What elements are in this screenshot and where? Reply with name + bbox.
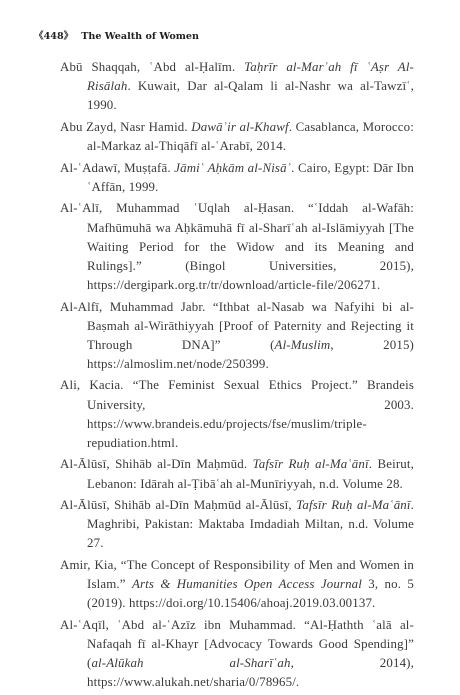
bibliography-entry [60, 159, 414, 197]
entry-text: Al-ʿAqīl, ʿAbd al-ʿAzīz ibn Muhammad. “Al-Ḥathth ʿalā al-Nafaqah fī al-Khayr [Advocacy Towards Good Spending]” ( [60, 617, 414, 671]
bibliography-entry [60, 376, 414, 452]
bibliography-entry [60, 496, 414, 553]
italic-title: Tafsīr Ruḥ al-Maʿānī [252, 457, 369, 472]
italic-title: Arts & Humanities Open Access Journal [131, 577, 362, 592]
entry-text: Ali, Kacia. “The Feminist Sexual Ethics Project.” Brandeis University, 2003. https://www.brandeis.edu/projects/fse/muslim/triple-repudiation.html. [60, 378, 414, 450]
entry-text: Al-ʿAlī, Muhammad ʿUqlah al-Ḥasan. “ʿIddah al-Wafāh: Mafhūmuhā wa Aḥkāmuhā fī al-Sharīʿah al-Islāmiyyah [The Waiting Period for the Widow and its Meaning and Rulings].” (Bingol Universities, 2015), https://dergipark.org.tr/tr/download/article-file/206271. [60, 201, 414, 292]
page-number: 《448》 [34, 31, 74, 42]
entry-text: . Cairo, Egypt: Dār Ibn ʿAffān, 1999. [87, 160, 414, 194]
italic-title: Taḥrīr al-Marʾah fī ʿAṣr Al-Risālah [87, 60, 414, 94]
bibliography-list [60, 58, 414, 695]
entry-text: 3, no. 5 (2019). https://doi.org/10.15406/ahoaj.2019.03.00137. [87, 577, 414, 611]
entry-text: Al-ʿAdawī, Muṣṭafā. [60, 160, 175, 175]
bibliography-entry [60, 118, 414, 156]
running-header [34, 28, 426, 42]
running-title: The Wealth of Women [81, 31, 199, 42]
bibliography-entry [60, 455, 414, 493]
entry-text: , 2015) https://almoslim.net/node/250399. [87, 337, 415, 371]
entry-text: Abū Shaqqah, ʿAbd al-Ḥalīm. [60, 60, 245, 74]
bibliography-entry [60, 298, 414, 374]
entry-text: . Beirut, Lebanon: Idārah al-Ṭibāʿah al-Munīriyyah, n.d. Volume 28. [87, 457, 414, 491]
bibliography-entry [60, 616, 414, 692]
bibliography-entry [60, 199, 414, 294]
entry-text: , 2014), https://www.alukah.net/sharia/0/78965/. [87, 656, 414, 690]
entry-text: Al-Ālūsī, Shihāb al-Dīn Maḥmūd. [60, 457, 253, 472]
bibliography-entry [60, 556, 414, 613]
italic-title: al-Alūkah al-Sharīʿah [91, 656, 291, 671]
italic-title: Dawāʾir al-Khawf [191, 119, 289, 134]
entry-text: Amir, Kia, “The Concept of Responsibility of Men and Women in Islam.” [60, 558, 414, 592]
entry-text: . Maghribi, Pakistan: Maktaba Imdadiah Miltan, n.d. Volume 27. [87, 498, 414, 551]
entry-text: Al-Ālūsī, Shihāb al-Dīn Maḥmūd al-Ālūsī, [60, 498, 297, 513]
italic-title: Jāmiʿ Aḥkām al-Nisāʾ [174, 160, 292, 175]
entry-text: . Kuwait, Dar al-Qalam li al-Nashr wa al-Tawzīʿ, 1990. [87, 79, 414, 113]
entry-text: Al-Alfī, Muhammad Jabr. “Ithbat al-Nasab wa Nafyihi bi al-Baṣmah al-Wirāthiyyah [Proof of Paternity and Rejecting it Through DNA]” ( [60, 299, 414, 352]
italic-title: Tafsīr Ruḥ al-Maʿānī [296, 498, 411, 513]
bibliography-entry [60, 58, 414, 115]
entry-text: . Casablanca, Morocco: al-Markaz al-Thiqāfī al-ʿArabī, 2014. [87, 119, 415, 153]
entry-text: Abu Zayd, Nasr Hamid. [60, 119, 192, 134]
italic-title: Al-Muslim [274, 337, 331, 352]
